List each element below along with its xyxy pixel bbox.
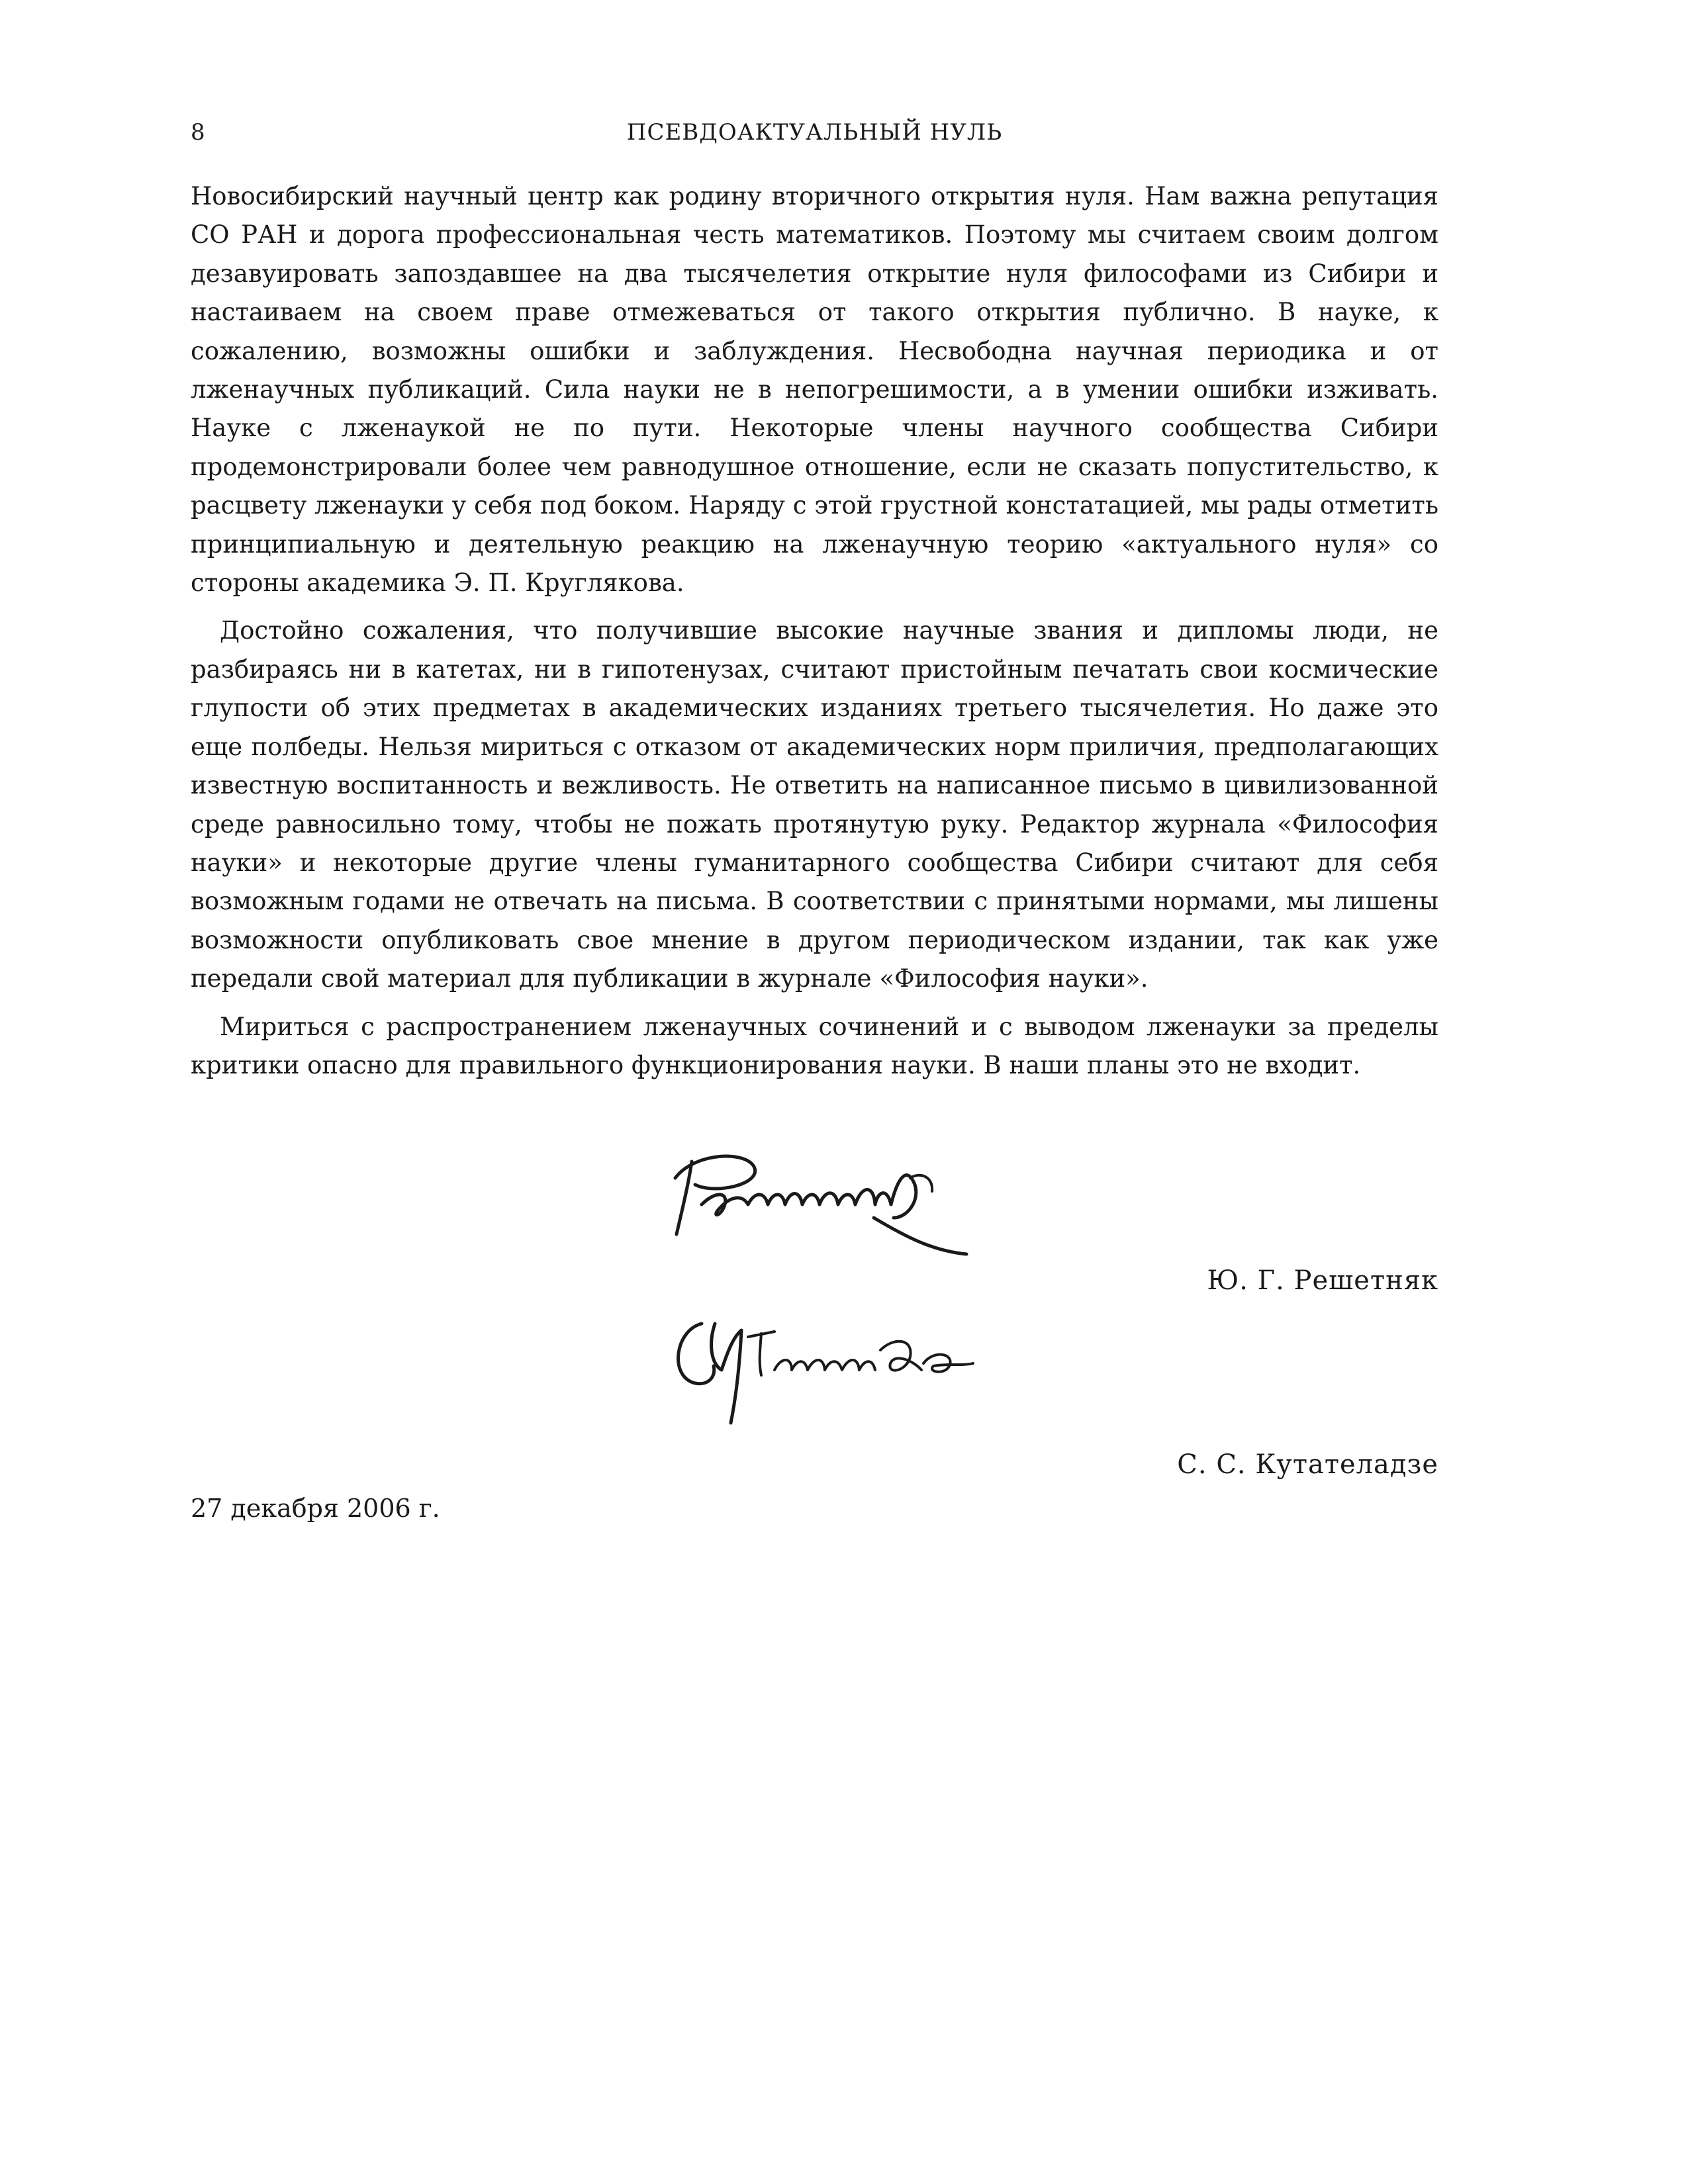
paragraph-3: Мириться с распространением лженаучных сочинений и с выводом лженауки за пределы критики опасно для правильного функционирования науки. В наши планы это не входит. [191,1012,1438,1079]
body-text [191,177,1438,1094]
date: 27 декабря 2006 г. [191,1494,440,1523]
signature-name-reshetnyak: Ю. Г. Решетняк [1207,1265,1438,1296]
signature-kutateladze-image [662,1297,980,1430]
signature-reshetnyak-image [655,1138,986,1264]
paragraph-1: Новосибирский научный центр как родину вторичного открытия нуля. Нам важна репутация СО РАН и дорога профессиональная честь математиков. Поэтому мы считаем своим долгом дезавуировать запоздавшее на два тысячелетия открытие нуля философами из Сибири и настаиваем на своем праве отмежеваться от такого открытия публично. В науке, к сожалению, возможны ошибки и заблуждения. Несвободна научная периодика и от лженаучных публикаций. Сила науки не в непогрешимости, а в умении ошибки изживать. Науке с лженаукой не по пути. Некоторые члены научного сообщества Сибири продемонстрировали более чем равнодушное отношение, если не сказать попустительство, к расцвету лженауки у себя под боком. Наряду с этой грустной констатацией, мы рады отметить принципиальную и деятельную реакцию на лженаучную теорию «актуального нуля» со стороны академика Э. П. Круглякова. [191,182,1438,598]
signature-name-kutateladze: С. С. Кутателадзе [1177,1449,1438,1480]
paragraph-2: Достойно сожаления, что получившие высокие научные звания и дипломы люди, не разбираясь ни в катетах, ни в гипотенузах, считают пристойным печатать свои космические глупости об этих предметах в академических изданиях третьего тысячелетия. Но даже это еще полбеды. Нельзя мириться с отказом от академических норм приличия, предполагающих известную воспитанность и вежливость. Не ответить на написанное письмо в цивилизованной среде равносильно тому, чтобы не пожать протянутую руку. Редактор журнала «Философия науки» и некоторые другие члены гуманитарного сообщества Сибири считают для себя возможным годами не отвечать на письма. В соответствии с принятыми нормами, мы лишены возможности опубликовать свое мнение в другом периодическом издании, так как уже передали свой материал для публикации в журнале «Философия науки». [191,616,1438,993]
page-number: 8 [191,119,205,146]
running-title: ПСЕВДОАКТУАЛЬНЫЙ НУЛЬ [626,119,1003,146]
